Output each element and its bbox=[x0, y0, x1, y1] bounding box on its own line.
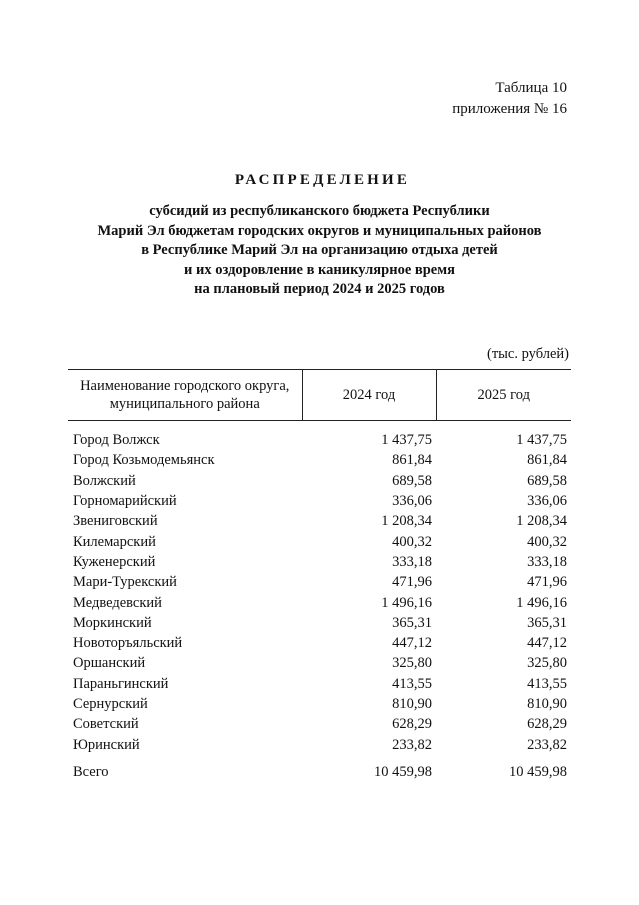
row-name: Город Волжск bbox=[73, 432, 160, 449]
table-row bbox=[68, 430, 571, 450]
row-value-2024: 400,32 bbox=[392, 533, 432, 550]
row-name: Новоторъяльский bbox=[73, 635, 183, 652]
row-value-2025: 861,84 bbox=[527, 452, 567, 469]
row-value-2024: 1 496,16 bbox=[381, 594, 432, 611]
row-name: Куженерский bbox=[73, 553, 156, 570]
document-heading bbox=[0, 170, 639, 300]
row-name: Сернурский bbox=[73, 696, 148, 712]
document-title: РАСПРЕДЕЛЕНИЕ bbox=[234, 172, 411, 188]
row-value-2025: 1 496,16 bbox=[516, 594, 567, 611]
row-value-2025: 365,31 bbox=[527, 614, 567, 631]
row-value-2025: 1 208,34 bbox=[516, 513, 567, 530]
row-value-2024: 689,58 bbox=[392, 472, 432, 489]
table-row bbox=[68, 511, 571, 531]
row-value-2024: 471,96 bbox=[392, 574, 432, 591]
row-value-2024: 333,18 bbox=[392, 553, 432, 570]
subtitle-line: на плановый период 2024 и 2025 годов bbox=[194, 281, 445, 297]
row-value-2024: 1 437,75 bbox=[381, 432, 432, 449]
row-value-2025: 689,58 bbox=[527, 472, 567, 489]
annex-reference bbox=[452, 78, 567, 120]
row-value-2024: 810,90 bbox=[392, 696, 432, 712]
table-row bbox=[68, 592, 571, 612]
table-body bbox=[68, 430, 571, 782]
column-header-name bbox=[68, 370, 302, 421]
row-value-2024: 233,82 bbox=[392, 736, 432, 753]
row-value-2025: 325,80 bbox=[527, 655, 567, 672]
table-row bbox=[68, 633, 571, 653]
row-name: Параньгинский bbox=[73, 675, 169, 692]
row-value-2025: 471,96 bbox=[527, 574, 567, 591]
table-row bbox=[68, 613, 571, 633]
row-value-2025: 233,82 bbox=[527, 736, 567, 753]
row-name: Юринский bbox=[73, 736, 140, 753]
row-value-2024: 861,84 bbox=[392, 452, 432, 469]
row-name: Звениговский bbox=[73, 513, 158, 530]
row-value-2025: 810,90 bbox=[527, 696, 567, 712]
table-row bbox=[68, 734, 571, 754]
subtitle-line: в Республике Марий Эл на организацию отдыха детей bbox=[141, 242, 498, 258]
row-name: Оршанский bbox=[73, 655, 146, 672]
row-name: Горномарийский bbox=[73, 493, 177, 510]
units-note: (тыс. рублей) bbox=[487, 346, 569, 362]
table-row bbox=[68, 694, 571, 714]
row-name: Медведевский bbox=[73, 594, 162, 611]
table-row bbox=[68, 572, 571, 592]
row-value-2024: 325,80 bbox=[392, 655, 432, 672]
row-name: Килемарский bbox=[73, 533, 156, 550]
subsidy-distribution-table bbox=[68, 369, 571, 782]
document-subtitle bbox=[0, 202, 639, 300]
row-name: Советский bbox=[73, 716, 139, 733]
row-value-2024: 336,06 bbox=[392, 493, 432, 510]
row-value-2025: 628,29 bbox=[527, 716, 567, 733]
table-row bbox=[68, 471, 571, 491]
row-value-2024: 1 208,34 bbox=[381, 513, 432, 530]
table-row bbox=[68, 653, 571, 673]
column-header-2024: 2024 год bbox=[302, 370, 436, 421]
table-row bbox=[68, 450, 571, 470]
row-value-2025: 336,06 bbox=[527, 493, 567, 510]
table-total-row bbox=[68, 755, 571, 782]
annex-appendix-number: приложения № 16 bbox=[452, 101, 567, 117]
row-value-2024: 628,29 bbox=[392, 716, 432, 733]
row-value-2024: 365,31 bbox=[392, 614, 432, 631]
row-value-2025: 413,55 bbox=[527, 675, 567, 692]
row-name: Волжский bbox=[73, 472, 136, 489]
table-row bbox=[68, 531, 571, 551]
row-value-2025: 400,32 bbox=[527, 533, 567, 550]
table-row bbox=[68, 674, 571, 694]
row-value-2024: 447,12 bbox=[392, 635, 432, 652]
row-value-2025: 333,18 bbox=[527, 553, 567, 570]
row-value-2025: 447,12 bbox=[527, 635, 567, 652]
subtitle-line: субсидий из республиканского бюджета Республики bbox=[149, 203, 490, 219]
row-name: Город Козьмодемьянск bbox=[73, 452, 215, 469]
column-header-name-line: Наименование городского округа, bbox=[80, 378, 290, 394]
total-label: Всего bbox=[73, 763, 109, 780]
row-value-2025: 1 437,75 bbox=[516, 432, 567, 449]
table-row bbox=[68, 491, 571, 511]
row-name: Мари-Турекский bbox=[73, 574, 177, 591]
subtitle-line: Марий Эл бюджетам городских округов и муниципальных районов bbox=[97, 222, 542, 239]
annex-table-number: Таблица 10 bbox=[495, 80, 567, 96]
table-row bbox=[68, 552, 571, 572]
column-header-2025: 2025 год bbox=[436, 370, 571, 421]
total-value-2024: 10 459,98 bbox=[374, 763, 432, 780]
table-row bbox=[68, 714, 571, 734]
column-header-name-line: муниципального района bbox=[109, 396, 260, 412]
subtitle-line: и их оздоровление в каникулярное время bbox=[184, 261, 455, 278]
row-name: Моркинский bbox=[73, 614, 152, 631]
row-value-2024: 413,55 bbox=[392, 675, 432, 692]
total-value-2025: 10 459,98 bbox=[509, 763, 567, 780]
table-header bbox=[68, 370, 571, 421]
